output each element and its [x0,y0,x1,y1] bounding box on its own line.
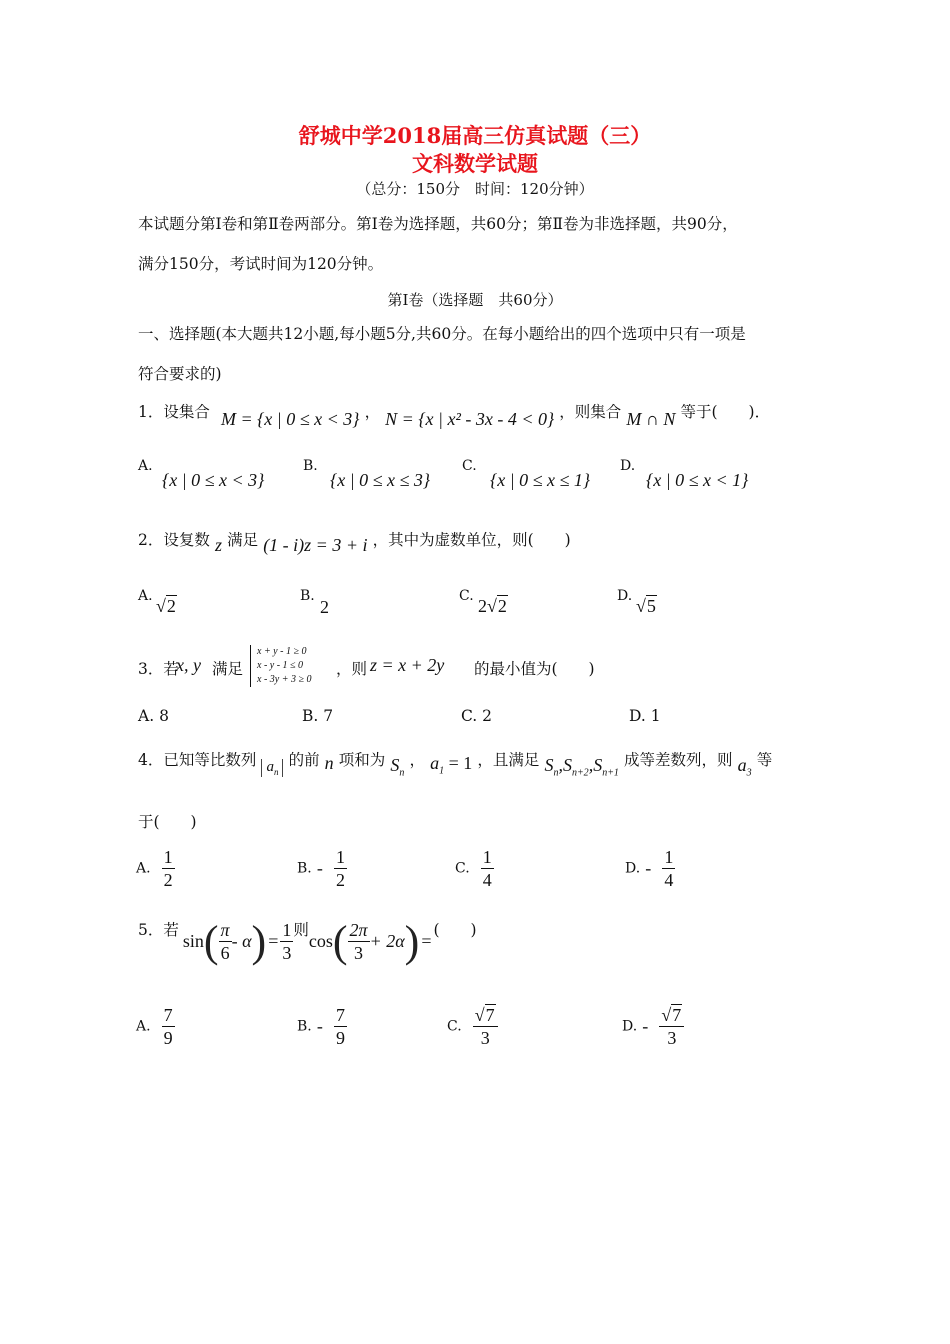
q2-option-c-radicand: 2 [497,596,507,616]
q2-option-b[interactable]: 2 [320,597,329,617]
q2-equation: (1 - i)z = 3 + i [263,535,368,555]
q1-option-b[interactable]: {x | 0 ≤ x ≤ 3} [330,470,431,490]
q5-option-c-fraction [473,1004,498,1049]
q4-option-d-sign: - [645,858,652,878]
q4-s3-letter: S [593,755,603,775]
q4-seq-sub: n [273,767,279,777]
q2-option-c-coef: 2 [478,596,487,616]
exam-meta: （总分：150分 时间：120分钟） [356,180,594,198]
q4-s2-sub: n+2 [571,767,589,779]
q4-s1-sub: n [553,767,559,779]
q1-comma: ， [364,403,381,421]
section-instructions-2: 符合要求的) [138,365,222,383]
q4-option-a[interactable] [136,846,175,891]
q3-text-c: ，则 [336,660,368,678]
q5-answer-paren: ( ) [433,921,477,939]
q1-intersection: M ∩ N [626,409,676,429]
q4-option-a-num: 1 [163,847,173,867]
q4-option-a-den: 2 [163,870,173,890]
q4-sum-s [390,755,405,779]
q4-option-c-den: 4 [482,870,492,890]
intro-line-2: 满分150分，考试时间为120分钟。 [138,255,384,273]
q4-a1-letter: a [430,753,440,773]
q2-option-d[interactable]: √5 [636,596,656,616]
q2-text-c: ，其中为虚数单位，则( ) [372,531,571,549]
q2-option-d-radicand: 5 [646,596,656,616]
q5-plus-2alpha: + 2α [369,931,405,951]
q3-option-c-label: C. [461,707,478,725]
question-4-stem [138,748,773,779]
q5-text-a: 5．若 [138,921,179,939]
q5-frac-1-3 [280,919,293,964]
q3-constraint-system [250,645,311,687]
q3-option-d-label: D. [629,707,646,725]
q1-option-a[interactable]: {x | 0 ≤ x < 3} [162,470,265,490]
q5-option-b-label: B. [297,1018,312,1035]
exam-title: 舒城中学2018届高三仿真试题（三） [298,123,652,148]
q4-option-a-label: A. [136,860,151,877]
q4-option-b-fraction [334,846,347,891]
q2-option-c-label: C. [459,588,474,604]
q4-sum-letter: S [390,755,400,775]
q2-text-a: 2．设复数 [138,531,210,549]
q5-option-c-num: √7 [473,1004,498,1027]
q5-frac1-den: 6 [220,943,230,963]
q4-a3-letter: a [737,755,747,775]
q4-option-d[interactable] [625,846,675,891]
q4-s1-letter: S [544,755,554,775]
q4-option-d-label: D. [625,860,641,877]
q4-option-b-label: B. [297,860,312,877]
q3-option-c[interactable] [461,707,492,725]
q1-option-d-label: D. [620,458,636,474]
q4-a1-value: = 1 [444,753,473,773]
q3-option-d-value: 1 [650,707,661,725]
q4-option-c[interactable] [455,846,494,891]
q3-option-d[interactable] [629,707,661,725]
q4-text-g: 于( ) [138,813,197,831]
q5-option-d-num: √7 [659,1004,684,1027]
q2-option-a[interactable]: √2 [156,596,176,616]
q5-cos: cos [308,931,333,951]
q4-sum-sub: n [399,767,405,779]
q5-frac3-den: 3 [354,943,364,963]
q4-option-c-fraction [481,846,494,891]
q4-a1-sub: 1 [439,765,445,777]
q4-s2-letter: S [562,755,572,775]
q1-set-n: N = {x | x² - 3x - 4 < 0} [385,409,555,429]
q3-constraint-1: x + y - 1 ≥ 0 [257,646,307,657]
q3-constraint-3: x - 3y + 3 ≥ 0 [257,674,312,685]
question-5-stem [138,916,477,967]
q3-vars: x, y [176,655,201,675]
q4-s-list: $S_n,S_{n+2},S_{n+1}$ [544,755,619,779]
q3-text-a: 3．若 [138,660,179,678]
q4-option-a-fraction [162,846,175,891]
q4-option-b-sign: - [316,858,323,878]
q5-option-d-radicand: 7 [672,1005,682,1025]
q3-text-b: 满足 [212,660,244,678]
q5-option-d-fraction [659,1004,684,1049]
q5-option-a-fraction [162,1004,175,1049]
q4-option-d-den: 4 [664,870,674,890]
exam-subtitle: 文科数学试题 [412,151,538,176]
q2-option-b-label: B. [300,588,315,604]
q5-frac-pi-6 [219,919,232,964]
q5-option-d-label: D. [622,1018,638,1035]
q4-var-n: n [324,753,334,773]
q5-option-b[interactable] [297,1004,347,1049]
q4-option-c-label: C. [455,860,470,877]
q1-option-b-label: B. [303,458,318,474]
q2-text-b: 满足 [227,531,259,549]
q4-option-d-fraction [662,846,675,891]
q4-text-b: 的前 [288,751,320,769]
q4-option-b[interactable] [297,846,347,891]
q2-option-a-radicand: 2 [166,596,176,616]
q1-text-b: ，则集合 [559,403,622,421]
q1-option-a-label: A. [138,458,153,474]
q3-option-a[interactable] [138,707,169,725]
q4-a3 [737,755,752,779]
q1-text-c: 等于( )． [680,403,771,421]
q5-left-paren-1: ( [203,917,219,966]
q5-option-b-fraction [334,1004,347,1049]
q4-text-d: ，且满足 [477,751,540,769]
q3-option-a-label: A. [138,707,155,725]
q5-option-c-radicand: 7 [485,1005,495,1025]
q1-option-c-label: C. [462,458,477,474]
q4-a1 [430,753,473,777]
q2-option-c[interactable]: 2√2 [478,596,507,616]
q5-option-d-sign: - [642,1016,649,1036]
q2-option-d-label: D. [617,588,633,604]
q5-option-d-den: 3 [667,1028,677,1048]
q5-frac2-den: 3 [282,943,292,963]
q4-text-c: 项和为 [338,751,386,769]
q5-equals-2: = [421,931,432,951]
q5-option-c-label: C. [447,1018,462,1035]
q5-right-paren-1: ) [251,917,267,966]
q5-frac3-num: 2π [349,920,368,940]
q1-text-a: 1．设集合 [138,403,210,421]
q3-text-d: 的最小值为( ) [474,660,595,678]
q5-left-paren-2: ( [332,917,348,966]
q4-s3-sub: n+1 [602,767,619,779]
q5-right-paren-2: ) [404,917,420,966]
q3-option-b-value: 7 [323,707,334,725]
q4-text-a: 4．已知等比数列 [138,751,257,769]
q5-option-b-sign: - [316,1016,323,1036]
q5-frac-2pi-3 [348,919,370,964]
q5-frac2-num: 1 [282,920,292,940]
q4-option-b-num: 1 [335,847,345,867]
q5-option-a[interactable] [136,1004,175,1049]
intro-line-1: 本试题分第Ⅰ卷和第Ⅱ卷两部分。第Ⅰ卷为选择题，共60分；第Ⅱ卷为非选择题，共90分， [138,215,738,233]
q1-option-d[interactable]: {x | 0 ≤ x < 1} [646,470,749,490]
q5-option-a-label: A. [136,1018,151,1035]
q5-option-b-den: 9 [335,1028,345,1048]
q4-seq-letter: a [266,759,274,775]
q3-option-c-value: 2 [482,707,493,725]
q5-equals-1: = [268,931,279,951]
q3-option-a-value: 8 [159,707,169,725]
q5-option-a-num: 7 [163,1005,173,1025]
q5-option-c[interactable] [447,1004,498,1049]
q5-sin: sin [182,931,204,951]
q3-option-b-label: B. [302,707,319,725]
q3-option-b[interactable] [302,707,333,725]
question-2-stem [138,528,571,555]
q4-option-d-num: 1 [664,847,674,867]
q4-a3-sub: 3 [746,767,752,779]
q5-frac1-num: π [220,920,230,940]
question-1-stem [138,400,771,429]
q4-option-b-den: 2 [335,870,345,890]
q5-option-a-den: 9 [163,1028,173,1048]
q5-option-c-den: 3 [480,1028,490,1048]
q4-text-f: 等 [756,751,773,769]
q5-option-b-num: 7 [335,1005,345,1025]
q4-sequence [261,759,283,777]
q3-constraint-2: x - y - 1 ≤ 0 [257,660,304,671]
q4-text-e: 成等差数列，则 [624,751,733,769]
q2-var-z: z [214,535,222,555]
q5-then: 则 [293,921,309,939]
q4-comma: ， [409,751,425,769]
q1-set-m: M = {x | 0 ≤ x < 3} [220,409,360,429]
q1-option-c[interactable]: {x | 0 ≤ x ≤ 1} [490,470,591,490]
q2-option-a-label: A. [138,588,153,604]
section-instructions-1: 一、选择题(本大题共12小题,每小题5分,共60分。在每小题给出的四个选项中只有一项是 [138,325,746,343]
q5-option-d[interactable] [622,1004,684,1049]
q3-objective: z = x + 2y [370,655,445,675]
q4-option-c-num: 1 [482,847,492,867]
q5-minus-alpha: - α [231,931,252,951]
part1-heading: 第Ⅰ卷（选择题 共60分） [387,291,563,309]
